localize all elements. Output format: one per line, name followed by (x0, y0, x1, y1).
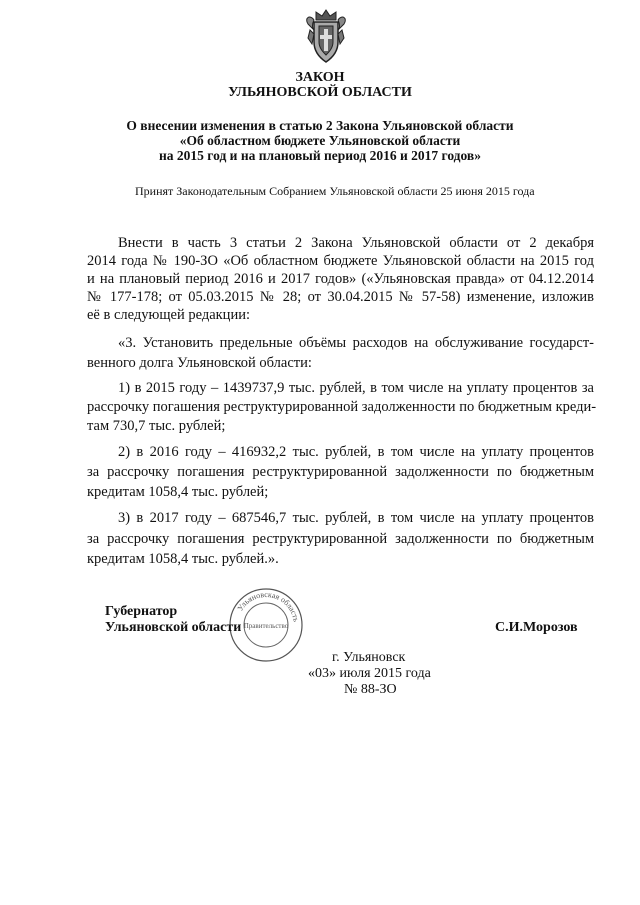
stamp-outer-text: Ульяновская область (235, 589, 301, 623)
body-line: 1) в 2015 году – 1439737,9 тыс. рублей, в том числе на уплату процентов за (118, 380, 594, 396)
body-line: там 730,7 тыс. рублей; (87, 418, 226, 434)
law-title: ЗАКОН (295, 70, 345, 85)
region-title: УЛЬЯНОВСКОЙ ОБЛАСТИ (228, 85, 412, 100)
signatory-title-line-2: Ульяновской области (105, 620, 242, 635)
body-line: 2) в 2016 году – 416932,2 тыс. рублей, в том числе на уплату процентов (118, 444, 594, 460)
body-line: Внести в часть 3 статьи 2 Закона Ульяновской области от 2 декабря (118, 235, 594, 251)
body-line: за рассрочку погашения реструктурированной задолженности по бюджетным (87, 464, 594, 480)
body-line: № 177-178; от 05.03.2015 № 28; от 30.04.2015 № 57-58) изменение, изложив (87, 289, 594, 305)
subject-line-2: «Об областном бюджете Ульяновской области (179, 133, 461, 148)
body-line: 2014 года № 190-ЗО «Об областном бюджете Ульяновской области на 2015 год (87, 253, 594, 269)
coat-of-arms-emblem (302, 8, 350, 64)
body-line: рассрочку погашения реструктурированной задолженности по бюджетным креди- (87, 399, 597, 415)
body-line: её в следующей редакции: (87, 307, 250, 323)
body-line: кредитам 1058,4 тыс. рублей.». (87, 551, 279, 567)
issue-city: г. Ульяновск (332, 650, 406, 665)
issue-date: «03» июля 2015 года (308, 666, 431, 681)
body-line: кредитам 1058,4 тыс. рублей; (87, 484, 269, 500)
body-line: за рассрочку погашения реструктурированной задолженности по бюджетным (87, 531, 594, 547)
body-line: 3) в 2017 году – 687546,7 тыс. рублей, в том числе на уплату процентов (118, 510, 594, 526)
stamp-inner-text: Правительство (243, 622, 289, 630)
signatory-name: С.И.Морозов (495, 620, 578, 635)
subject-line-1: О внесении изменения в статью 2 Закона Ульяновской области (126, 118, 514, 133)
adoption-note: Принят Законодательным Собранием Ульяновской области 25 июня 2015 года (135, 184, 535, 198)
body-line: венного долга Ульяновской области: (87, 355, 312, 371)
law-number: № 88-ЗО (344, 682, 397, 697)
body-line: и на плановый период 2016 и 2017 годов» («Ульяновская правда» от 04.12.2014 (87, 271, 594, 287)
signatory-title-line-1: Губернатор (105, 604, 178, 619)
subject-line-3: на 2015 год и на плановый период 2016 и 2017 годов» (159, 148, 481, 163)
body-line: «3. Установить предельные объёмы расходов на обслуживание государст- (118, 335, 594, 351)
